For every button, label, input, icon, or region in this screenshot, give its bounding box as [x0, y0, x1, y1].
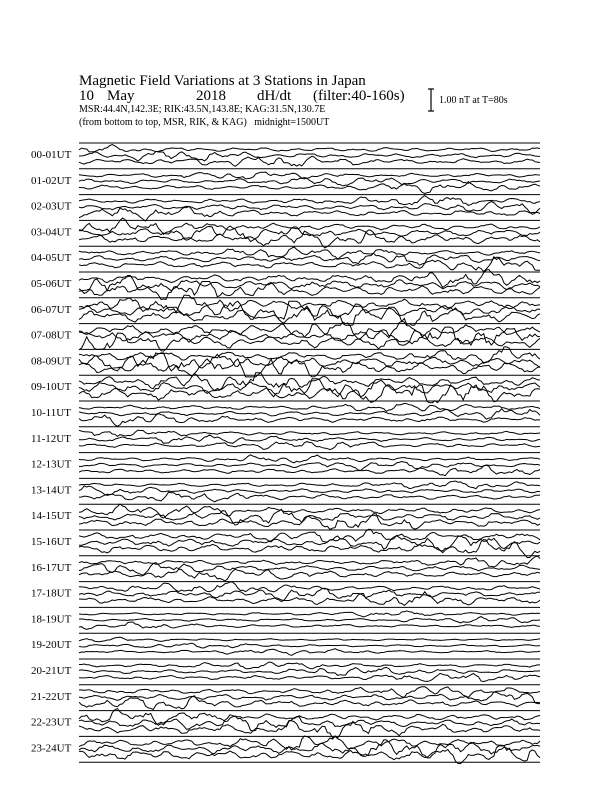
- hour-row: [31, 736, 540, 764]
- row-label: 23-24UT: [31, 742, 72, 755]
- hour-row: [31, 401, 540, 426]
- trace-msr: [79, 230, 540, 248]
- hour-row: [31, 504, 540, 530]
- date-month: May: [107, 88, 135, 104]
- hour-row: [31, 427, 540, 450]
- trace-msr: [79, 333, 540, 351]
- trace-kag: [79, 529, 540, 542]
- trace-rik: [79, 536, 540, 551]
- hour-row: [31, 321, 540, 351]
- trace-kag: [79, 556, 540, 567]
- hour-row: [31, 529, 540, 557]
- row-label: 01-02UT: [31, 174, 72, 187]
- row-label: 22-23UT: [31, 716, 72, 729]
- hour-row: [31, 373, 540, 403]
- trace-msr: [79, 442, 540, 450]
- hour-row: [31, 478, 540, 501]
- row-label: 07-08UT: [31, 329, 72, 342]
- trace-msr: [79, 465, 540, 475]
- row-label: 20-21UT: [31, 665, 72, 677]
- hour-row: [31, 659, 540, 682]
- trace-msr: [79, 649, 540, 656]
- row-label: 02-03UT: [31, 200, 72, 213]
- hour-row: [31, 195, 540, 222]
- trace-msr: [79, 206, 540, 221]
- stations-line: MSR:44.4N,142.3E; RIK:43.5N,143.8E; KAG:31.5N,130.7E: [79, 104, 326, 115]
- trace-kag: [79, 582, 540, 592]
- trace-kag: [79, 172, 540, 179]
- hour-row: [31, 143, 540, 166]
- row-label: 06-07UT: [31, 303, 72, 316]
- trace-msr: [79, 359, 540, 377]
- quantity-label: dH/dt: [257, 88, 292, 104]
- station-order-note: (from bottom to top, MSR, RIK, & KAG): [79, 117, 247, 128]
- hour-row: [31, 685, 540, 710]
- date-year: 2018: [196, 88, 226, 104]
- row-label: 03-04UT: [31, 226, 72, 239]
- trace-msr: [79, 385, 540, 403]
- hour-row: [31, 246, 540, 271]
- row-label: 05-06UT: [31, 278, 72, 290]
- hour-row: [31, 270, 540, 300]
- trace-msr: [79, 182, 540, 194]
- trace-msr: [79, 721, 540, 739]
- trace-kag: [79, 145, 540, 152]
- row-label: 09-10UT: [31, 381, 72, 394]
- trace-kag: [79, 430, 540, 436]
- row-label: 11-12UT: [31, 432, 71, 445]
- trace-rik: [79, 692, 540, 703]
- hour-row: [31, 582, 540, 606]
- row-label: 13-14UT: [31, 484, 72, 497]
- row-label: 10-11UT: [31, 407, 71, 419]
- trace-kag: [79, 611, 540, 617]
- trace-rik: [79, 151, 540, 161]
- trace-kag: [79, 637, 540, 642]
- trace-rik: [79, 178, 540, 186]
- trace-msr: [79, 622, 540, 629]
- hour-row: [31, 218, 540, 248]
- trace-msr: [79, 414, 540, 427]
- trace-kag: [79, 662, 540, 669]
- trace-msr: [79, 156, 540, 166]
- trace-rik: [79, 617, 540, 623]
- hour-row: [31, 709, 540, 739]
- hour-row: [31, 169, 540, 194]
- hour-row: [31, 453, 540, 476]
- row-label: 14-15UT: [31, 510, 72, 523]
- hour-row: [31, 607, 540, 629]
- trace-msr: [79, 746, 540, 764]
- trace-msr: [79, 514, 540, 530]
- scale-bar-label: 1.00 nT at T=80s: [439, 95, 508, 106]
- row-label: 08-09UT: [31, 355, 72, 368]
- midnight-note: midnight=1500UT: [254, 117, 330, 128]
- filter-label: (filter:40-160s): [313, 88, 405, 104]
- trace-rik: [79, 462, 540, 471]
- date-day: 10: [79, 88, 94, 104]
- trace-rik: [79, 643, 540, 648]
- row-label: 12-13UT: [31, 458, 72, 471]
- hour-row: [31, 633, 540, 655]
- hour-row: [31, 295, 540, 325]
- trace-kag: [79, 403, 540, 411]
- row-label: 04-05UT: [31, 252, 72, 265]
- row-label: 15-16UT: [31, 536, 72, 548]
- row-label: 18-19UT: [31, 613, 72, 626]
- trace-msr: [79, 592, 540, 606]
- scale-bar: [428, 89, 434, 111]
- hour-row: [31, 556, 540, 581]
- trace-kag: [79, 196, 540, 206]
- row-label: 16-17UT: [31, 561, 72, 574]
- trace-rik: [79, 409, 540, 419]
- trace-msr: [79, 492, 540, 502]
- row-label: 21-22UT: [31, 690, 72, 703]
- row-label: 17-18UT: [31, 587, 72, 600]
- trace-rik: [79, 301, 540, 319]
- trace-msr: [79, 673, 540, 681]
- trace-kag: [79, 455, 540, 463]
- hour-row: [31, 347, 540, 377]
- chart-title: Magnetic Field Variations at 3 Stations in Japan: [79, 73, 366, 89]
- trace-rik: [79, 588, 540, 601]
- row-label: 19-20UT: [31, 639, 72, 652]
- hour-rows: [31, 143, 540, 764]
- row-label: 00-01UT: [31, 149, 72, 161]
